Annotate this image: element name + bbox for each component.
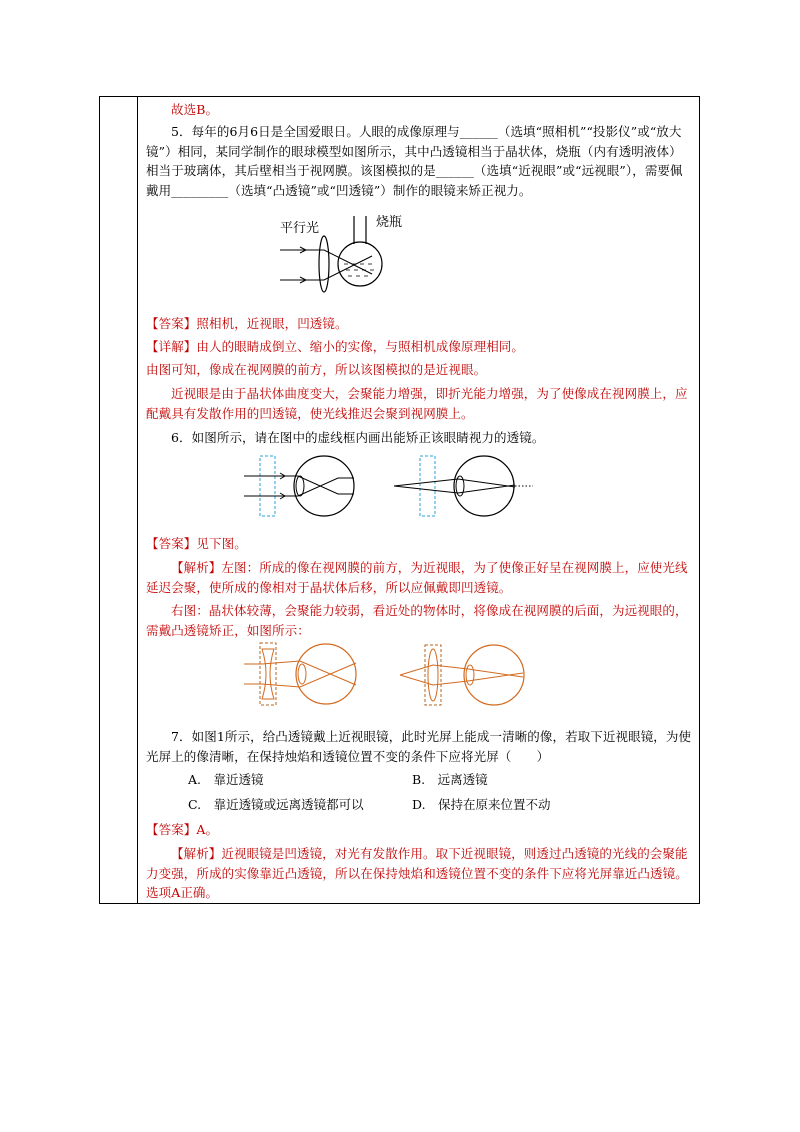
q7-analysis: 【解析】近视眼镜是凹透镜，对光有发散作用。取下近视眼镜，则透过凸透镜的光线的会聚能力变强，所成的实像靠近凸透镜，所以在保持烛焰和透镜位置不变的条件下应将光屏靠近凸透镜。选项A正确。 [146, 846, 688, 900]
q4-conclusion: 故选B。 [171, 102, 219, 117]
q7-option-d: D. 保持在原来位置不动 [412, 797, 551, 812]
q7-option-c: C. 靠近透镜或远离透镜都可以 [188, 797, 364, 812]
q5-detail: 【详解】由人的眼睛成倒立、缩小的实像，与照相机成像原理相同。 [146, 339, 525, 354]
q6-eyes-figure [240, 454, 540, 524]
q6-corrected-eyes-figure [240, 641, 550, 711]
q7-question: 7．如图1所示，给凸透镜戴上近视眼镜，此时光屏上能成一清晰的像，若取下近视眼镜，为使光屏上的像清晰，在保持烛焰和透镜位置不变的条件下应将光屏（ ） [146, 729, 692, 764]
q6-question: 6．如图所示，请在图中的虚线框内画出能矫正该眼睛视力的透镜。 [171, 430, 545, 445]
q5-detail-2: 由图可知，像成在视网膜的前方，所以该图模拟的是近视眼。 [146, 362, 487, 377]
q5-label-flask: 烧瓶 [376, 215, 403, 230]
q6-answer: 【答案】见下图。 [146, 536, 247, 551]
q7-option-a: A. 靠近透镜 [188, 772, 264, 787]
q6-analysis: 【解析】左图：所成的像在视网膜的前方，为近视眼，为了使像正好呈在视网膜上，应使光线延迟会聚，使所成的像相对于晶状体后移，所以应佩戴即凹透镜。 [146, 560, 688, 595]
q5-eye-model-figure [276, 214, 416, 304]
q7-answer: 【答案】A。 [146, 822, 219, 837]
q5-detail-3: 近视眼是由于晶状体曲度变大，会聚能力增强，即折光能力增强，为了使像成在视网膜上，应配戴具有发散作用的凹透镜，使光线推迟会聚到视网膜上。 [146, 386, 688, 421]
q5-question: 5．每年的6月6日是全国爱眼日。人眼的成像原理与______（选填“照相机”“投影仪”或“放大镜”）相同，某同学制作的眼球模型如图所示，其中凸透镜相当于晶状体，烧瓶（内有透明液体）相当于玻璃体，其后壁相当于视网膜。该图模拟的是______（选填“近视眼”或“远视眼”），需要佩戴用_________（选填“凸透镜”或“凹透镜”）制作的眼镜来矫正视力。 [146, 124, 683, 198]
table-column-divider [137, 96, 138, 904]
q6-analysis-2: 右图：晶状体较薄，会聚能力较弱，看近处的物体时，将像成在视网膜的后面，为远视眼的，需戴凸透镜矫正，如图所示： [146, 603, 688, 638]
q7-option-b: B. 远离透镜 [412, 772, 488, 787]
q5-label-parallel-light: 平行光 [280, 221, 320, 236]
q5-answer: 【答案】照相机，近视眼，凹透镜。 [146, 316, 348, 331]
